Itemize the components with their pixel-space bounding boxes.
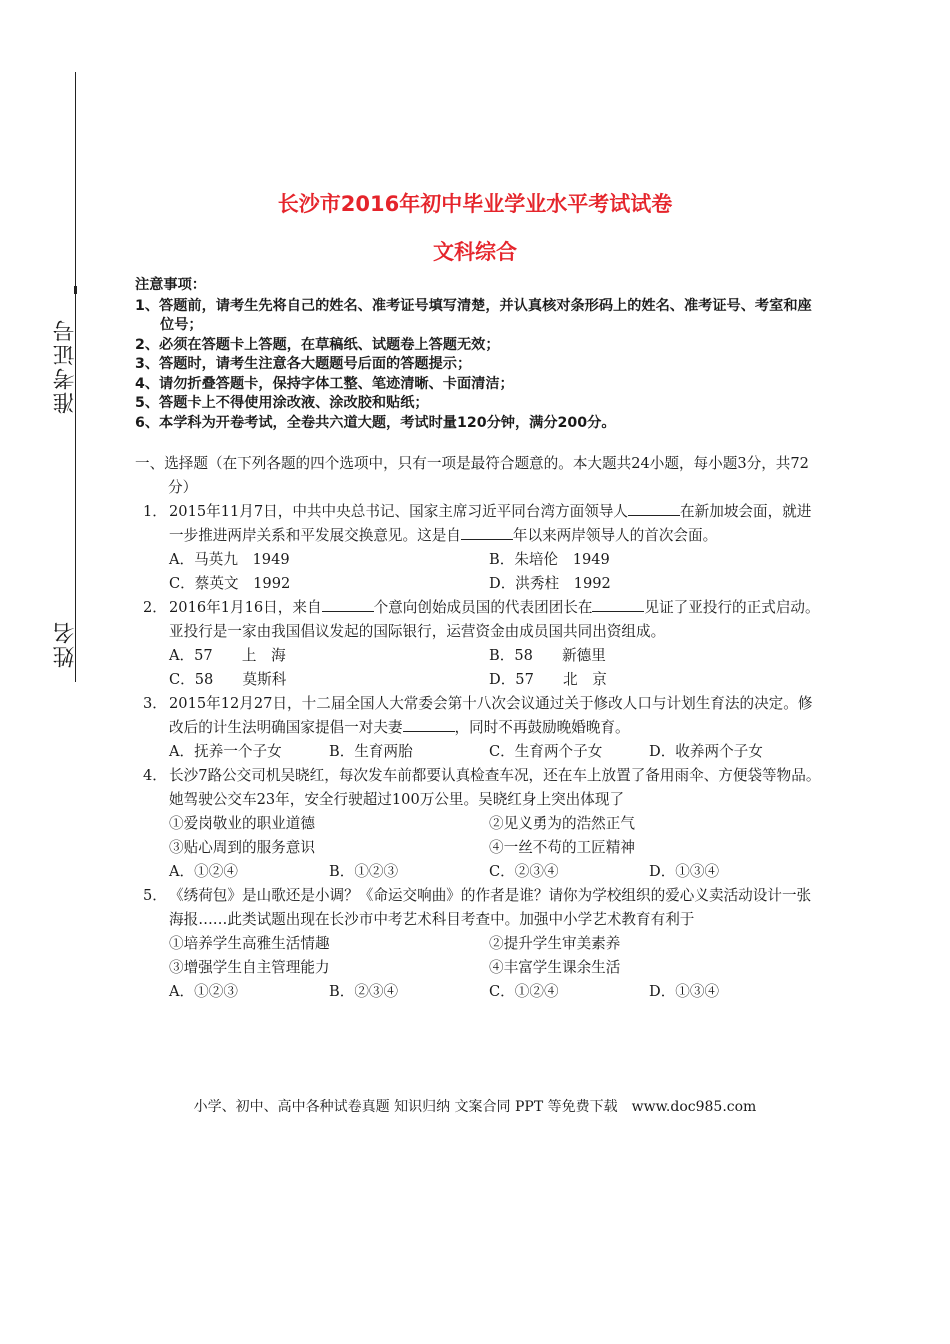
question-text: 2015年12月27日，十二届全国人大常委会第十八次会议通过关于修改人口与计划生育法的决定。修改后的计生法明确国家提倡一对夫妻 xyxy=(169,695,813,736)
question-text: 长沙7路公交司机吴晓红，每次发车前都要认真检查车况，还在车上放置了备用雨伞、方便袋等物品。她驾驶公交车23年，安全行驶超过100万公里。吴晓红身上突出体现了 xyxy=(169,767,821,808)
question-text: 在新加坡会面，就进一步推进两岸关系和平发展交换意见。这是自 xyxy=(169,503,812,544)
question-text: 个意向创始成员国的代表团团长在 xyxy=(373,599,593,616)
statement: ①爱岗敬业的职业道德 xyxy=(169,815,315,832)
question-text: 见证了亚投行的正式启动。亚投行是一家由我国倡议发起的国际银行，运营资金由成员国共同出资组成。 xyxy=(169,599,820,640)
ticket-number-label: 准考证号 xyxy=(53,318,78,414)
exam-body xyxy=(135,452,825,1004)
option: C．58 莫斯科 xyxy=(169,671,287,688)
question-1 xyxy=(135,500,825,548)
note-item: 1、答题前，请考生先将自己的姓名、准考证号填写清楚，并认真核对条形码上的姓名、准考证号、考室和座位号； xyxy=(135,297,812,333)
answer-blank xyxy=(592,597,644,612)
option: A．马英九 1949 xyxy=(169,551,290,568)
option: D．①③④ xyxy=(649,983,720,1000)
options-row xyxy=(135,740,825,764)
option: B．生育两胎 xyxy=(329,743,413,760)
statement: ②见义勇为的浩然正气 xyxy=(489,815,635,832)
notes-section xyxy=(135,276,825,433)
question-number: 3． xyxy=(143,695,167,712)
question-3 xyxy=(135,692,825,740)
note-item: 6、本学科为开卷考试，全卷共六道大题，考试时量120分钟，满分200分。 xyxy=(135,414,616,431)
options-row xyxy=(135,548,825,572)
statements-row xyxy=(135,812,825,836)
option: B．58 新德里 xyxy=(489,647,606,664)
question-text: 《绣荷包》是山歌还是小调？《命运交响曲》的作者是谁？请你为学校组织的爱心义卖活动设计一张海报……此类试题出现在长沙市中考艺术科目考查中。加强中小学艺术教育有利于 xyxy=(169,887,812,928)
answer-blank xyxy=(461,525,513,540)
question-text: 2015年11月7日，中共中央总书记、国家主席习近平同台湾方面领导人 xyxy=(169,503,629,520)
notes-heading: 注意事项： xyxy=(135,277,206,293)
statements-row xyxy=(135,956,825,980)
statements-row xyxy=(135,932,825,956)
exam-title: 长沙市2016年初中毕业学业水平考试试卷 xyxy=(277,192,673,216)
name-label: 姓名 xyxy=(53,620,78,668)
option: A．①②④ xyxy=(169,863,238,880)
option: C．①②④ xyxy=(489,983,559,1000)
question-number: 5． xyxy=(143,887,167,904)
statement: ①培养学生高雅生活情趣 xyxy=(169,935,330,952)
options-row xyxy=(135,644,825,668)
ticket-blank-top xyxy=(74,286,77,294)
option: D．①③④ xyxy=(649,863,720,880)
option: A．57 上 海 xyxy=(169,647,286,664)
note-item: 5、答题卡上不得使用涂改液、涂改胶和贴纸； xyxy=(135,395,429,411)
statement: ③贴心周到的服务意识 xyxy=(169,839,315,856)
subject-title: 文科综合 xyxy=(433,240,517,264)
option: D．收养两个子女 xyxy=(649,743,763,760)
option: B．②③④ xyxy=(329,983,399,1000)
question-number: 1． xyxy=(143,503,167,520)
option: B．朱培伦 1949 xyxy=(489,551,610,568)
option: A．抚养一个子女 xyxy=(169,743,282,760)
option: A．①②③ xyxy=(169,983,238,1000)
question-text: 2016年1月16日，来自 xyxy=(169,599,322,616)
question-5 xyxy=(135,884,825,932)
statement: ③增强学生自主管理能力 xyxy=(169,959,330,976)
question-2 xyxy=(135,596,825,644)
statement: ②提升学生审美素养 xyxy=(489,935,621,952)
answer-blank xyxy=(403,717,455,732)
answer-blank xyxy=(628,501,680,516)
answer-blank xyxy=(322,597,374,612)
option: B．①②③ xyxy=(329,863,399,880)
statement: ④丰富学生课余生活 xyxy=(489,959,621,976)
question-number: 4． xyxy=(143,767,167,784)
statement: ④一丝不苟的工匠精神 xyxy=(489,839,635,856)
note-item: 2、必须在答题卡上答题，在草稿纸、试题卷上答题无效； xyxy=(135,336,500,353)
option: C．蔡英文 1992 xyxy=(169,575,291,592)
question-text: ，同时不再鼓励晚婚晚育。 xyxy=(454,719,630,736)
page-footer: 小学、初中、高中各种试卷真题 知识归纳 文案合同 PPT 等免费下载 www.doc985.com xyxy=(193,1099,757,1115)
option: D．57 北 京 xyxy=(489,671,607,688)
options-row xyxy=(135,860,825,884)
question-text: 年以来两岸领导人的首次会面。 xyxy=(512,527,718,544)
note-item: 3、答题时，请考生注意各大题题号后面的答题提示； xyxy=(135,356,472,372)
options-row xyxy=(135,980,825,1004)
option: C．生育两个子女 xyxy=(489,743,603,760)
note-item: 4、请勿折叠答题卡，保持字体工整、笔迹清晰、卡面清洁； xyxy=(135,375,514,392)
option: D．洪秀柱 1992 xyxy=(489,575,611,592)
section-heading: 一、选择题（在下列各题的四个选项中，只有一项是最符合题意的。本大题共24小题，每小题3分，共72分） xyxy=(135,455,809,496)
options-row xyxy=(135,668,825,692)
question-number: 2． xyxy=(143,599,167,616)
statements-row xyxy=(135,836,825,860)
options-row xyxy=(135,572,825,596)
option: C．②③④ xyxy=(489,863,559,880)
question-4 xyxy=(135,764,825,812)
